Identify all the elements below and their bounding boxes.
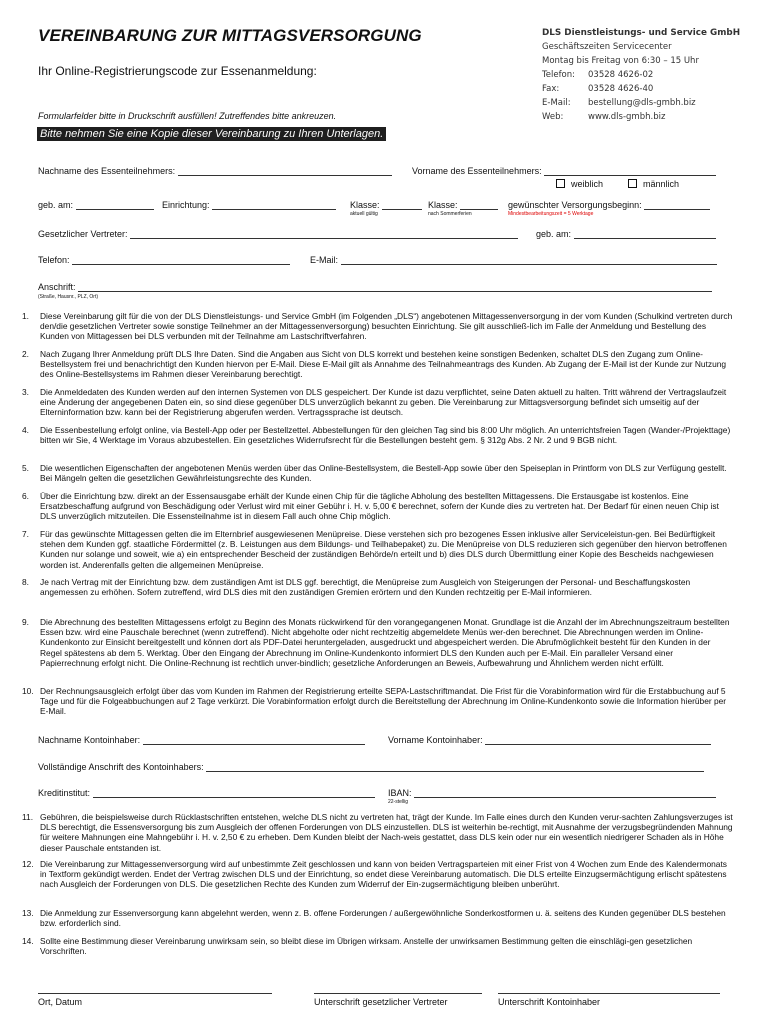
clause-8: 8. Je nach Vertrag mit der Einrichtung bzw. dem zuständigen Amt ist DLS ggf. berechtigt, die Menüpreise zum Ausgleich von Steigerungen der Personal- und Beschaffungskosten angemessen zu erhöhen. Sofern zutreffend, wird DLS dies mit den zuständigen Gremien erörtern und den Kunden rechtzeitig per E-Mail informieren. [22, 577, 691, 598]
holder-firstname-label: Vorname Kontoinhaber: [388, 735, 483, 745]
clause-14: 14. Sollte eine Bestimmung dieser Vereinbarung unwirksam sein, so bleibt diese im Übrigen wirksam. Anstelle der unwirksamen Bestimmung gelten die einschlägi-gen gesetzlichen Vorschriften. [22, 936, 693, 957]
class-next-label: Klasse: [428, 200, 458, 210]
clause-3: 3. Die Anmeldedaten des Kunden werden auf den internen Systemen von DLS gespeichert. Der Kunde ist dazu verpflichtet, seine Daten aktuell zu halten. Tritt während der Vertragslaufzeit eine Änderung der angegebenen Daten ein, so sind diese gegenüber DLS unverzüglich bekannt zu geben. Die Vereinbarung zur Mittagsversorgung befindet sich umseitig auf der Elterninformation bzw. kann bei der Registrierung abgerufen werden. Vertragssprache ist deutsch. [22, 387, 727, 418]
address-field[interactable] [38, 282, 712, 292]
start-date-label: gewünschter Versorgungsbeginn: [508, 200, 642, 210]
phone-field[interactable] [38, 255, 290, 265]
phone-label: Telefon: [542, 70, 576, 80]
guardian-birthdate-field[interactable] [536, 229, 716, 239]
iban-field[interactable] [388, 788, 716, 798]
email-field-label: E-Mail: [310, 255, 339, 265]
clause-11: 11. Gebühren, die beispielsweise durch Rücklastschriften entstehen, welche DLS nicht zu vertreten hat, trägt der Kunde. Im Falle eines durch den Kunden verur-sachten Zahlungsverzuges ist DLS berechtigt, die Essensversorgung bis zum Ausgleich der offenen Forderungen von DLS einzustellen. DLS ist weiterhin be-rechtigt, mit Ausnahme der verzugsbegründenden Mahnung für weitere Mahnungen eine Mahngebühr i. H. v. 2,50 € zu erheben. Dem Kunden bleibt der Nach-weis gestattet, dass DLS kein oder nur ein wesentlich niedrigerer Schaden als in Höhe dieser Pauschale entstanden ist. [22, 812, 733, 853]
female-checkbox[interactable] [556, 179, 565, 188]
clause-13: 13. Die Anmeldung zur Essenversorgung kann abgelehnt werden, wenn z. B. offene Forderungen / außergewöhnliche Sonderkostformen u. ä. seitens des Kunden gegenüber DLS bestehen bzw. erforderlich sind. [22, 908, 726, 929]
holder-address-field[interactable] [38, 762, 704, 772]
guardian-signature-label: Unterschrift gesetzlicher Vertreter [314, 997, 448, 1007]
lastname-field[interactable] [38, 166, 392, 176]
web-label: Web: [542, 112, 564, 122]
place-date-label: Ort, Datum [38, 997, 83, 1007]
company-email[interactable]: bestellung@dls-gmbh.biz [588, 98, 696, 108]
holder-signature-label: Unterschrift Kontoinhaber [498, 997, 601, 1007]
class-next-field[interactable] [428, 200, 498, 210]
facility-field[interactable] [162, 200, 336, 210]
clause-7: 7. Für das gewünschte Mittagessen gelten die im Elternbrief ausgewiesenen Menüpreise. Diese verstehen sich pro bezogenes Essen inklusive aller Serviceleistun-gen. Bei Bedürftigkeit stehen dem Kunden ggf. staatliche Fördermittel (z. B. Leistungen aus dem Bildungs- und Teilhabepaket) zu. Die Menüpreise von DLS reduzieren sich gegenüber den hiervon betroffenen Kunden nur solange und soweit, wie a) ein entsprechender Bescheid der zuständigen Behörde/n erteilt und b) dies DLS durch Übermittlung einer Kopie des Bescheids nachgewiesen worden ist. Anderenfalls gelten die allgemeinen Menüpreise. [22, 529, 727, 570]
holder-signature-line[interactable] [498, 992, 720, 994]
guardian-signature-line[interactable] [314, 992, 482, 994]
clause-10: 10. Der Rechnungsausgleich erfolgt über das vom Kunden im Rahmen der Registrierung erteilte SEPA-Lastschriftmandat. Die Frist für die Vorabinformation wird für die Erstabbuchung auf 5 Tage und für die Folgeabbuchungen auf 2 Tage verkürzt. Die Vorabinformation erfolgt durch die Bereitstellung der Abrechnung im Online-Kundenkonto sowie die Information hierüber per E-Mail. [22, 686, 727, 717]
phone-field-label: Telefon: [38, 255, 70, 265]
address-label: Anschrift: [38, 282, 76, 292]
clause-12: 12. Die Vereinbarung zur Mittagessenversorgung wird auf unbestimmte Zeit geschlossen und kann von beiden Vertragsparteien mit einer Frist von 4 Wochen zum Ende des Kalendermonats in Textform gekündigt werden. Endet der Vertrag zwischen DLS und der Einrichtung, so endet diese Vereinbarung automatisch. Die DLS erteilte Einzugsermächtigung erlischt spätestens nach Ausgleich der Forderungen von DLS. Die gesetzlichen Rechte des Kunden zum Widerruf der Ein-zugsermächtigung bleiben unberührt. [22, 859, 727, 890]
fax-label: Fax: [542, 84, 560, 94]
company-fax: 03528 4626-40 [588, 84, 654, 94]
male-checkbox[interactable] [628, 179, 637, 188]
clause-4: 4. Die Essenbestellung erfolgt online, via Bestell-App oder per Bestellzettel. Abbestellungen für den gleichen Tag sind bis 8:00 Uhr möglich. An unterrichtsfreien Tagen (Wander-/Projekttage) bitten wir Sie, 4 Werktage im Voraus abzubestellen. Ein gesetzliches Widerrufsrecht für die Bestellungen besteht gem. § 312g Abs. 2 Nr. 2 und 9 BGB nicht. [22, 425, 731, 446]
address-note: (Straße, Hausnr., PLZ, Ort) [38, 294, 99, 300]
email-label: E-Mail: [542, 98, 571, 108]
clause-6: 6. Über die Einrichtung bzw. direkt an der Essensausgabe erhält der Kunde einen Chip für die tägliche Abholung des bestellten Mittagessens. Die Erstausgabe ist kostenlos. Eine Ersatzbeschaffung aufgrund von Beschädigung oder Verlust wird mit einer Gebühr i. H. v. 5,00 € berechnet, sofern der Kunde dies zu vertreten hat. Der Bedarf für einen neuen Chip ist DLS unverzüglich mitzuteilen. Die Essensteilnahme ist in diesem Fall auch ohne Chip möglich. [22, 491, 719, 522]
registration-code-label: Ihr Online-Registrierungscode zur Essenanmeldung: [38, 64, 317, 78]
gender-female-option[interactable] [556, 179, 603, 189]
iban-label: IBAN: [388, 788, 412, 798]
gender-male-option[interactable] [628, 179, 679, 189]
bank-name-field[interactable] [38, 788, 375, 798]
firstname-field[interactable] [412, 166, 716, 176]
email-field[interactable] [310, 255, 717, 265]
bank-name-label: Kreditinstitut: [38, 788, 91, 798]
birthdate-label: geb. am: [38, 200, 74, 210]
holder-firstname-field[interactable] [388, 735, 711, 745]
class-current-note: aktuell gültig [350, 211, 378, 217]
clause-1: 1. Diese Vereinbarung gilt für die von der DLS Dienstleistungs- und Service GmbH (im Folgenden „DLS“) angebotenen Mittagessenversorgung in der vom Kunden (Schulkind vertreten durch den/die gesetzlichen Vertreter sowie sonstige Teilnehmer an der Mittagessenversorgung) besuchten Einrichtung. Sie gilt ausschließ-lich im Falle der Anmeldung und Bestellung des Kunden von Mittagessen bei DLS verbunden mit der Teilnahme am Lastschriftverfahren. [22, 311, 733, 342]
holder-address-label: Vollständige Anschrift des Kontoinhabers: [38, 762, 204, 772]
guardian-label: Gesetzlicher Vertreter: [38, 229, 128, 239]
class-current-label: Klasse: [350, 200, 380, 210]
clause-5: 5. Die wesentlichen Eigenschaften der angebotenen Menüs werden über das Online-Bestellsystem, die Bestell-App sowie über den Speiseplan in Printform von DLS zur Verfügung gestellt. Bei Mängeln gelten die gesetzlichen Gewährleistungsrechte des Kunden. [22, 463, 727, 484]
guardian-field[interactable] [38, 229, 518, 239]
company-phone: 03528 4626-02 [588, 70, 654, 80]
start-date-note: Mindestbearbeitungszeit = 5 Werktage [508, 211, 594, 217]
company-hours: Montag bis Freitag von 6:30 – 15 Uhr [542, 56, 699, 66]
class-next-note: nach Sommerferien [428, 211, 472, 217]
company-hours-title: Geschäftszeiten Servicecenter [542, 42, 672, 52]
form-hint: Formularfelder bitte in Druckschrift ausfüllen! Zutreffendes bitte ankreuzen. [38, 111, 337, 121]
holder-lastname-label: Nachname Kontoinhaber: [38, 735, 141, 745]
iban-note: 22-stellig [388, 799, 409, 805]
male-label: männlich [643, 179, 680, 189]
class-current-field[interactable] [350, 200, 422, 210]
clause-9: 9. Die Abrechnung des bestellten Mittagessens erfolgt zu Beginn des Monats rückwirkend für den vorangegangenen Monat. Grundlage ist die Anzahl der im Abrechnungszeitraum bestellten Essen bzw. wird eine Pauschale berechnet (wenn zutreffend). Nicht abgeholte oder nicht rechtzeitig abgemeldete Menüs wer-den berechnet. Die Abrechnungen werden im Online-Kundenkonto zur Einsicht bereitgestellt und können dort als PDF-Datei heruntergeladen, ausgedruckt und abgespeichert werden. Die Abrufmöglichkeit besteht für den Kunden in der Regel spätestens ab dem 5. Werktag. Über den Eingang der Abrechnung im Online-Kundenkonto informiert DLS den Kunden auch per E-Mail. Ein paralleler Versand einer Papierrechnung erfolgt nicht. Die Online-Rechnung ist rechtlich unver-bindlich; gesetzliche Anforderungen an Beweis, Aufbewahrung und Ähnlichem werden nicht erfüllt. [22, 617, 730, 668]
copy-banner: Bitte nehmen Sie eine Kopie dieser Vereinbarung zu Ihren Unterlagen. [37, 127, 386, 141]
place-date-line[interactable] [38, 992, 272, 994]
guardian-birthdate-label: geb. am: [536, 229, 572, 239]
company-info [542, 28, 740, 126]
company-name: DLS Dienstleistungs- und Service GmbH [542, 28, 741, 38]
female-label: weiblich [571, 179, 604, 189]
start-date-field[interactable] [508, 200, 710, 210]
clause-2: 2. Nach Zugang Ihrer Anmeldung prüft DLS Ihre Daten. Sind die Angaben aus Sicht von DLS korrekt und bestehen keine sonstigen Bedenken, schaltet DLS den Zugang zum Online-Bestellsystem frei und benachrichtigt den Kunden hiervon per E-Mail. Diese E-Mail gilt als Annahme des Teilnahmeantrags des Kunden. Ab Zugang der E-Mail ist der Kunde zur Nutzung des Online-Bestellsystems im Rahmen dieser Vereinbarung berechtigt. [22, 349, 727, 380]
document-title: VEREINBARUNG ZUR MITTAGSVERSORGUNG [38, 26, 422, 45]
lastname-label: Nachname des Essenteilnehmers: [38, 166, 176, 176]
facility-label: Einrichtung: [162, 200, 210, 210]
birthdate-field[interactable] [38, 200, 154, 210]
firstname-label: Vorname des Essenteilnehmers: [412, 166, 542, 176]
holder-lastname-field[interactable] [38, 735, 365, 745]
company-web[interactable]: www.dls-gmbh.biz [588, 112, 666, 122]
